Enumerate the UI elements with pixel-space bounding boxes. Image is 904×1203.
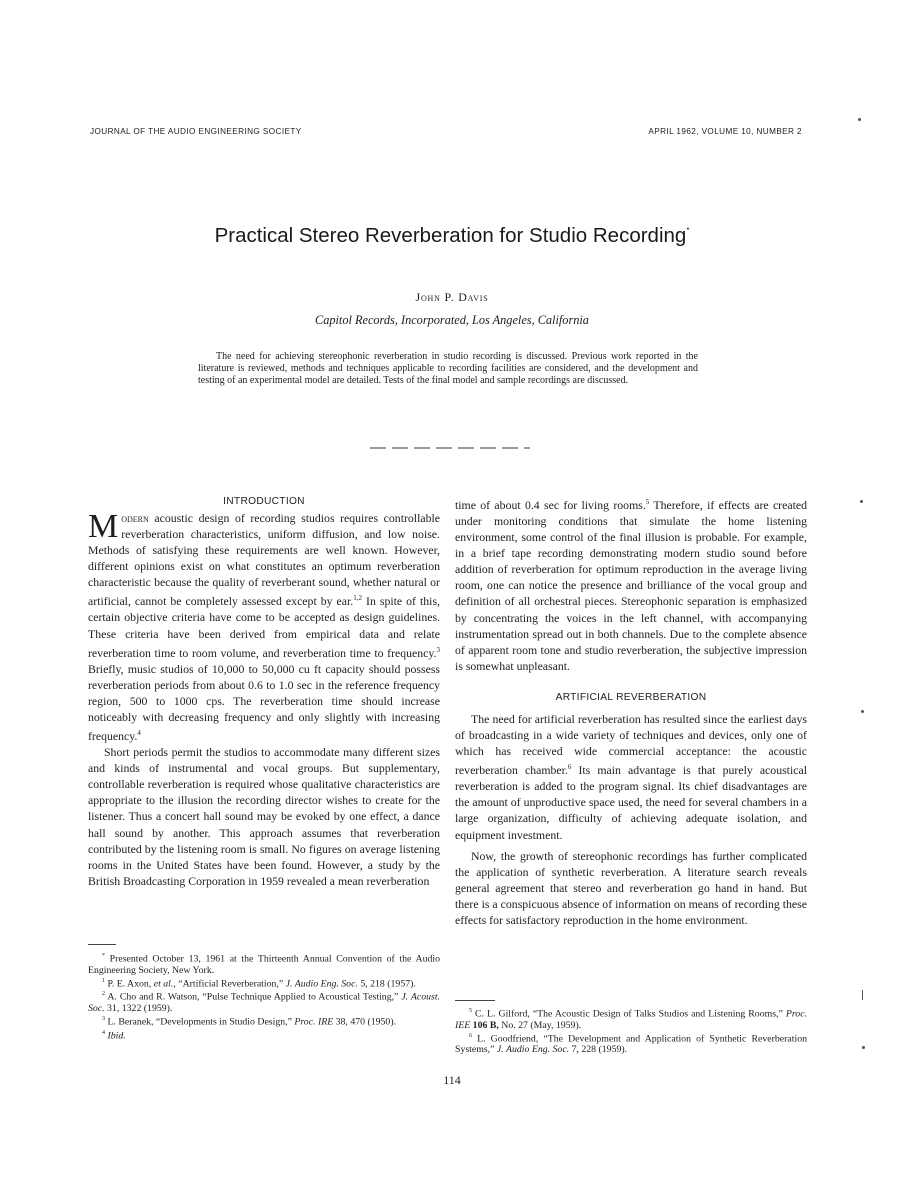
title-footnote-mark: *: [686, 226, 690, 235]
footnote-italic: Proc. IRE: [294, 1016, 334, 1028]
author-affiliation: Capitol Records, Incorporated, Los Angeles, California: [315, 313, 589, 327]
scan-speck: [860, 500, 863, 503]
page-number: 114: [443, 1073, 461, 1087]
ref-marker: 3: [436, 645, 440, 654]
artificial-paragraph-1: [455, 711, 807, 843]
scan-speck: [858, 118, 861, 121]
footnote-mark: 3: [102, 1016, 105, 1023]
footnote-italic: J. Audio Eng. Soc.: [496, 1044, 570, 1056]
drop-cap: M: [88, 508, 119, 545]
ref-marker: 6: [567, 763, 572, 772]
scan-speck: [861, 710, 864, 713]
right-text-a: time of about 0.4 sec for living rooms.: [455, 497, 646, 512]
intro-paragraph-2: Short periods permit the studios to accommodate many different sizes and kinds of instrumental and vocal groups. But supplementary, controllable reverberation is required whose qualitative characteristics are appropriate to the illusion the recording director wishes to create for the listener. Thus a concert hall sound may be evoked by one effect, a dance hall sound by another. This approach assumes that reverberation contributed by the listening room is small. No figures on average listening rooms in the United States have been found. However, a study by the British Broadcasting Corporation in 1959 revealed a mean reverberation: [88, 745, 440, 888]
footnote-mark: 6: [469, 1032, 472, 1039]
section-heading-artificial-reverberation: ARTIFICIAL REVERBERATION: [555, 691, 707, 703]
section-separator: [370, 447, 530, 449]
footnote: [455, 1031, 807, 1056]
journal-name: JOURNAL OF THE AUDIO ENGINEERING SOCIETY: [90, 127, 302, 136]
footnote-italic: J. Acoust. Soc.: [88, 991, 440, 1014]
footnote-text: 31, 1322 (1959).: [104, 1002, 173, 1014]
right-text-b: Therefore, if effects are created under monitoring conditions that simulate the home listening environment, some control of the final illusion is probable. For example, in a brief tape recording demonstrating modern studio sound before addition of reverberation for optimum reproduction in the average living room, one can notice the presence and brilliance of the vocal group and definition of all orchestral pieces. Stereophonic separation is emphasized by concentrating the voices in the left channel, with accompanying instrumentation spread out in both channels. Due to the complete absence of apparent room tone and studio reverberation, the subjective impression is somewhat unpleasant.: [455, 497, 807, 673]
ref-marker: 5: [645, 498, 650, 506]
footnote: [88, 1028, 440, 1042]
intro-paragraph-3: [455, 494, 807, 674]
footnote: [88, 989, 440, 1014]
title-text: Practical Stereo Reverberation for Studio Recording: [214, 224, 687, 247]
footnote-text: 7, 228 (1959).: [569, 1044, 628, 1056]
footnote-text: C. L. Gilford, “The Acoustic Design of Talks Studios and Listening Rooms,”: [472, 1008, 786, 1020]
footnote: [88, 1014, 440, 1028]
intro-text-b: In spite of this, certain objective criteria have come to be accepted as design guidelines. These criteria have been derived from empirical data and relate reverberation time to room volume, and reverberation time to frequency.: [88, 594, 440, 660]
footnote-text: No. 27 (May, 1959).: [498, 1019, 582, 1031]
footnote-italic: Ibid.: [105, 1030, 126, 1042]
footnote-rule: [88, 944, 116, 945]
intro-text-a: acoustic design of recording studios requires controllable reverberation characteristics, uniform diffusion, and low noise. Methods of satisfying these requirements are well known. However, different opinions exist on what constitutes an optimum reverberation characteristic because the quality of reverberant sound, whether natural or artificial, cannot be completely assessed except by ear.: [88, 511, 440, 609]
artificial-paragraph-2: Now, the growth of stereophonic recordings has further complicated the application of synthetic reverberation. A literature search reveals general agreement that stereo and reverberation go hand in hand. But there is a conspicuous absence of information on means of recording these effects for satisfactory reproduction in the home environment.: [455, 848, 807, 927]
footnote-text: A. Cho and R. Watson, “Pulse Technique Applied to Acoustical Testing,”: [105, 991, 402, 1003]
section-heading-introduction: INTRODUCTION: [223, 496, 305, 507]
right-column: [455, 494, 807, 928]
left-column: [88, 494, 440, 889]
art-text-b: Its main advantage is that purely acoustical reverberation is added to the program signal. Its chief disadvantages are the amount of unproductive space used, the need for several chambers in a large organization, difficulty of achieving adequate isolation, and equipment investment.: [455, 763, 807, 842]
ref-marker: 1,2: [353, 594, 362, 603]
footnote: [88, 951, 440, 976]
intro-paragraph-1: [88, 510, 440, 744]
footnote-italic: Proc. IEE: [455, 1008, 807, 1031]
footnote-mark: 2: [102, 991, 105, 998]
footnote-text: 5, 218 (1957).: [357, 978, 416, 990]
issue-info: APRIL 1962, VOLUME 10, NUMBER 2: [648, 127, 802, 136]
footnote-text: 38, 470 (1950).: [333, 1016, 397, 1028]
footnote-text: P. E. Axon,: [105, 978, 154, 990]
intro-text-c: Briefly, music studios of 10,000 to 50,000 cu ft capacity should possess reverberation periods from about 0.6 to 1.0 sec in the reference frequency region, 500 to 1000 cps. The reverberation time should increase noticeably with decreasing frequency and only slightly with increasing frequency.: [88, 661, 440, 743]
footnote-mark: 5: [469, 1008, 472, 1014]
footnote-text: L. Goodfriend, “The Development and Application of Synthetic Reverberation Systems,”: [455, 1033, 807, 1056]
footnote: [88, 976, 440, 990]
footnote-mark: *: [102, 953, 105, 959]
footnote-rule: [455, 1000, 495, 1001]
footnote-mark: 1: [102, 977, 105, 984]
intro-lead-word: odern: [121, 511, 149, 525]
footnote-text: L. Beranek, “Developments in Studio Design,”: [105, 1016, 295, 1028]
scan-speck: [862, 1046, 865, 1049]
footnote-bold: 106 B,: [470, 1019, 499, 1031]
abstract: The need for achieving stereophonic reverberation in studio recording is discussed. Previous work reported in the literature is reviewed, methods and techniques applicable to recording facilities are considered, and the development and testing of an experimental model are detailed. Tests of the final model and sample recordings are discussed.: [198, 351, 698, 386]
footnotes-right: [455, 1006, 807, 1056]
author-name: John P. Davis: [415, 290, 489, 304]
art-text-a: The need for artificial reverberation has resulted since the earliest days of broadcasting in a wide variety of techniques and devices, only one of which has received wide commercial acceptance: the acoustic reverberation chamber.: [455, 711, 807, 778]
footnote-mark: 4: [102, 1029, 105, 1036]
footnote-italic: et al.,: [153, 978, 176, 990]
footnote-text: “Artificial Reverberation,”: [175, 978, 286, 990]
footnotes-left: [88, 951, 440, 1041]
footnote: [455, 1006, 807, 1031]
article-title: [0, 224, 904, 248]
ref-marker: 4: [137, 729, 141, 738]
footnote-italic: J. Audio Eng. Soc.: [285, 978, 358, 990]
footnote-text: Presented October 13, 1961 at the Thirteenth Annual Convention of the Audio Engineering Society, New York.: [88, 953, 440, 976]
scan-speck: [862, 990, 863, 1000]
